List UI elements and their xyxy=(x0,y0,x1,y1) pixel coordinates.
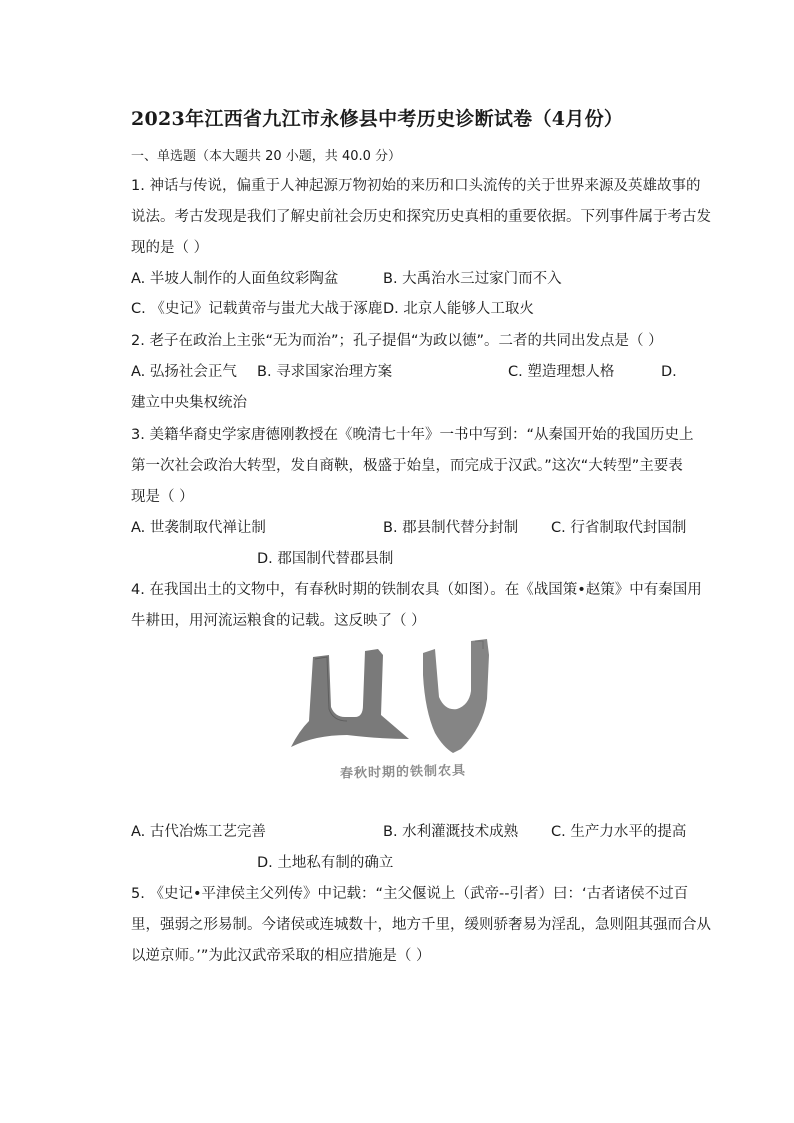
question-text-line: 现是（ ） xyxy=(131,489,194,505)
option-c[interactable]: C. 行省制取代封国制 xyxy=(551,520,687,536)
option-d[interactable]: D. 土地私有制的确立 xyxy=(257,855,394,871)
option-b[interactable]: B. 寻求国家治理方案 xyxy=(257,364,393,380)
question-text-line: 2. 老子在政治上主张“无为而治”；孔子提倡“为政以德”。二者的共同出发点是（ ） xyxy=(131,333,663,349)
option-a[interactable]: A. 世袭制取代禅让制 xyxy=(131,520,266,536)
iron-tool-left xyxy=(291,649,409,747)
option-a[interactable]: A. 古代冶炼工艺完善 xyxy=(131,824,266,840)
question-text-line: 1. 神话与传说，偏重于人神起源万物初始的来历和口头流传的关于世界来源及英雄故事的 xyxy=(131,178,701,194)
iron-tool-right xyxy=(423,639,489,753)
option-c[interactable]: C. 生产力水平的提高 xyxy=(551,824,687,840)
option-c[interactable]: C. 塑造理想人格 xyxy=(508,364,615,380)
page-title: 2023年江西省九江市永修县中考历史诊断试卷（4月份） xyxy=(131,108,624,130)
question-text-line: 里，强弱之形易制。今诸侯或连城数十，地方千里，缓则骄奢易为淫乱，急则阻其强而合从 xyxy=(131,917,711,933)
question-text-line: 牛耕田，用河流运粮食的记载。这反映了（ ） xyxy=(131,613,426,629)
question-text-line: 第一次社会政治大转型，发自商鞅，极盛于始皇，而完成于汉武。”这次“大转型”主要表 xyxy=(131,458,683,474)
option-a[interactable]: A. 弘扬社会正气 xyxy=(131,364,237,380)
option-b[interactable]: B. 水利灌溉技术成熟 xyxy=(383,824,519,840)
question-text-line: 以逆京师。’”为此汉武帝采取的相应措施是（ ） xyxy=(131,948,431,964)
option-d[interactable]: D. 北京人能够人工取火 xyxy=(383,301,534,317)
option-b[interactable]: B. 大禹治水三过家门而不入 xyxy=(383,271,562,287)
option-d[interactable]: D. xyxy=(661,364,677,380)
option-d-text: 建立中央集权统治 xyxy=(131,395,247,411)
question-text-line: 现的是（ ） xyxy=(131,240,209,256)
question-text-line: 说法。考古发现是我们了解史前社会历史和探究历史真相的重要依据。下列事件属于考古发 xyxy=(131,209,711,225)
figure-caption: 春秋时期的铁制农具 xyxy=(339,763,467,782)
option-d[interactable]: D. 郡国制代替郡县制 xyxy=(257,551,394,567)
option-a[interactable]: A. 半坡人制作的人面鱼纹彩陶盆 xyxy=(131,271,339,287)
option-b[interactable]: B. 郡县制代替分封制 xyxy=(383,520,519,536)
question-text-line: 4. 在我国出土的文物中，有春秋时期的铁制农具（如图）。在《战国策•赵策》中有秦国用 xyxy=(131,582,702,598)
question-text-line: 3. 美籍华裔史学家唐德刚教授在《晚清七十年》一书中写到：“从秦国开始的我国历史上 xyxy=(131,427,694,443)
section-heading: 一、单选题（本大题共 20 小题，共 40.0 分） xyxy=(131,149,402,164)
option-c[interactable]: C. 《史记》记载黄帝与蚩尤大战于涿鹿 xyxy=(131,301,383,317)
question-text-line: 5. 《史记•平津侯主父列传》中记载：“主父偃说上（武帝--引者）曰：‘古者诸侯不过百 xyxy=(131,886,689,902)
